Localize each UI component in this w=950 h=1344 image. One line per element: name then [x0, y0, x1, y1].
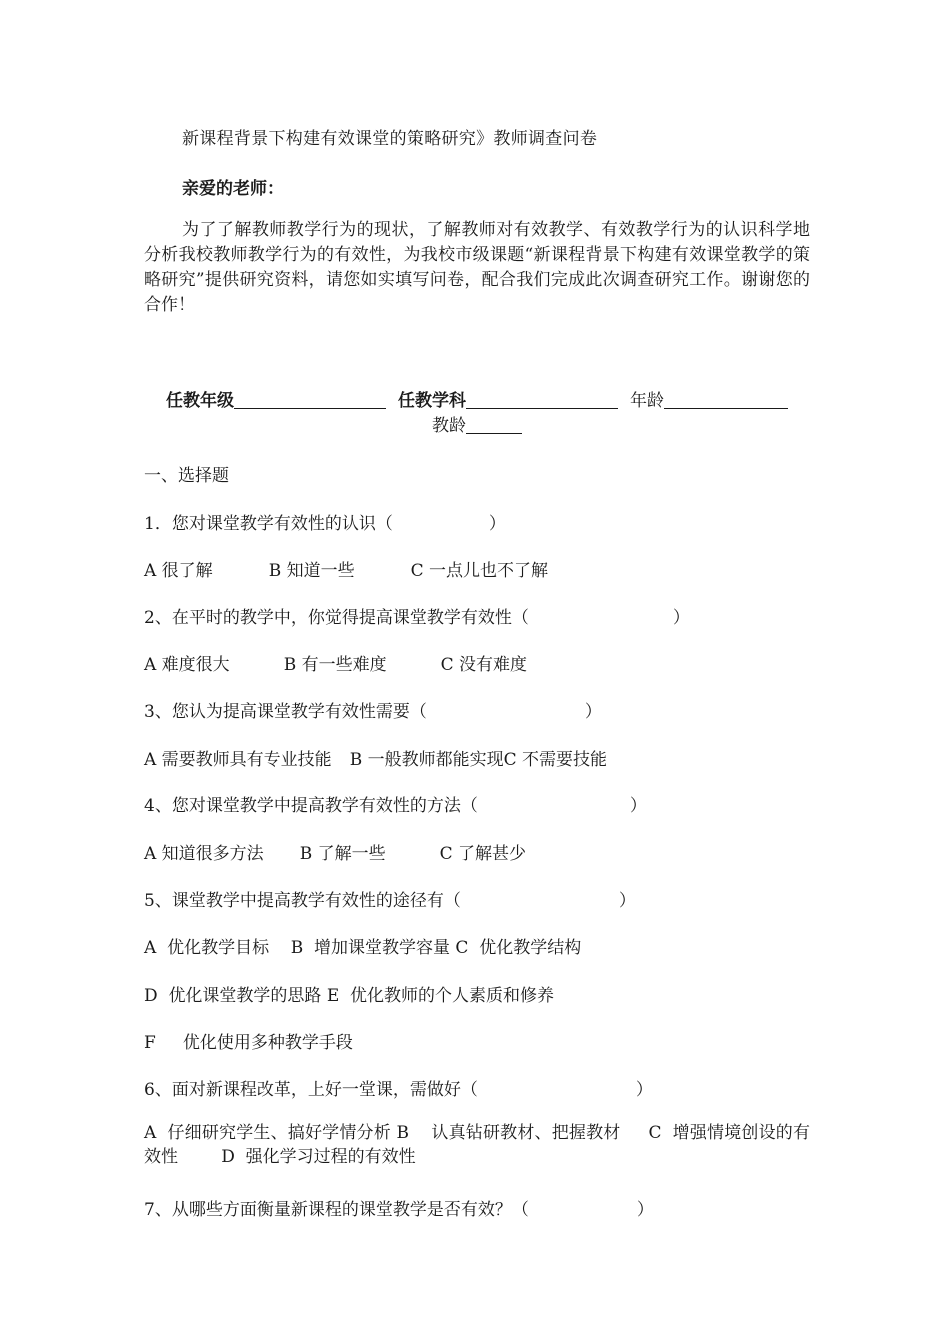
question-close: ） — [629, 796, 647, 816]
question-5 — [144, 886, 636, 911]
question-5-options-line-1: A 优化教学目标 B 增加课堂教学容量 C 优化教学结构 — [144, 938, 582, 958]
subject-blank[interactable] — [466, 390, 618, 409]
question-7 — [144, 1195, 654, 1220]
question-4-options — [144, 839, 526, 864]
question-6 — [144, 1075, 653, 1100]
grade-blank[interactable] — [234, 390, 386, 409]
question-close: ） — [488, 514, 506, 534]
grade-label: 任教年级 — [166, 391, 234, 411]
age-blank[interactable] — [664, 390, 788, 409]
question-1-options — [144, 556, 548, 581]
question-4 — [144, 791, 647, 816]
years-label: 教龄 — [432, 416, 466, 436]
question-2 — [144, 603, 690, 628]
option: C 了解甚少 — [439, 844, 527, 864]
question-close: ） — [618, 891, 636, 911]
question-3 — [144, 697, 602, 722]
option: B 知道一些 — [268, 561, 355, 581]
option: B 有一些难度 — [283, 655, 387, 675]
question-stem: 7、从哪些方面衡量新课程的课堂教学是否有效？（ — [144, 1200, 529, 1220]
question-stem: 3、您认为提高课堂教学有效性需要（ — [144, 702, 427, 722]
question-close: ） — [672, 608, 690, 628]
option: A 知道很多方法 — [144, 844, 264, 864]
question-3-options — [144, 745, 607, 770]
question-1 — [144, 509, 506, 534]
option: A 很了解 — [144, 561, 213, 581]
question-close: ） — [635, 1080, 653, 1100]
question-close: ） — [584, 702, 602, 722]
subject-label: 任教学科 — [398, 391, 466, 411]
option: A 需要教师具有专业技能 — [144, 750, 332, 770]
question-stem: 2、在平时的教学中，你觉得提高课堂教学有效性（ — [144, 608, 529, 628]
option: C 不需要技能 — [503, 750, 608, 770]
intro-paragraph: 为了了解教师教学行为的现状，了解教师对有效教学、有效教学行为的认识科学地分析我校教师教学行为的有效性，为我校市级课题“新课程背景下构建有效课堂教学的策略研究”提供研究资料，请您如实填写问卷，配合我们完成此次调查研究工作。谢谢您的合作！ — [144, 220, 810, 315]
question-stem: 6、面对新课程改革，上好一堂课，需做好（ — [144, 1080, 478, 1100]
years-blank[interactable] — [466, 415, 522, 434]
greeting: 亲爱的老师： — [182, 179, 284, 199]
age-label: 年龄 — [630, 391, 664, 411]
teacher-info-line — [144, 389, 810, 439]
question-2-options — [144, 650, 527, 675]
question-stem: 5、课堂教学中提高教学有效性的途径有（ — [144, 891, 461, 911]
section-heading: 一、选择题 — [144, 466, 229, 486]
question-stem: 4、您对课堂教学中提高教学有效性的方法（ — [144, 796, 478, 816]
option: A 难度很大 — [144, 655, 230, 675]
question-6-options: A 仔细研究学生、搞好学情分析 B 认真钻研教材、把握教材 C 增强情境创设的有效性 D 强化学习过程的有效性 — [144, 1123, 810, 1167]
question-5-options-line-3: F 优化使用多种教学手段 — [144, 1033, 353, 1053]
document-title: 新课程背景下构建有效课堂的策略研究》教师调查问卷 — [182, 129, 598, 149]
option: B 一般教师都能实现 — [349, 750, 504, 770]
question-close: ） — [636, 1200, 654, 1220]
option: C 没有难度 — [440, 655, 528, 675]
option: C 一点儿也不了解 — [410, 561, 549, 581]
question-5-options-line-2: D 优化课堂教学的思路 E 优化教师的个人素质和修养 — [144, 986, 555, 1006]
question-stem: 1．您对课堂教学有效性的认识（ — [144, 514, 393, 534]
option: B 了解一些 — [299, 844, 386, 864]
